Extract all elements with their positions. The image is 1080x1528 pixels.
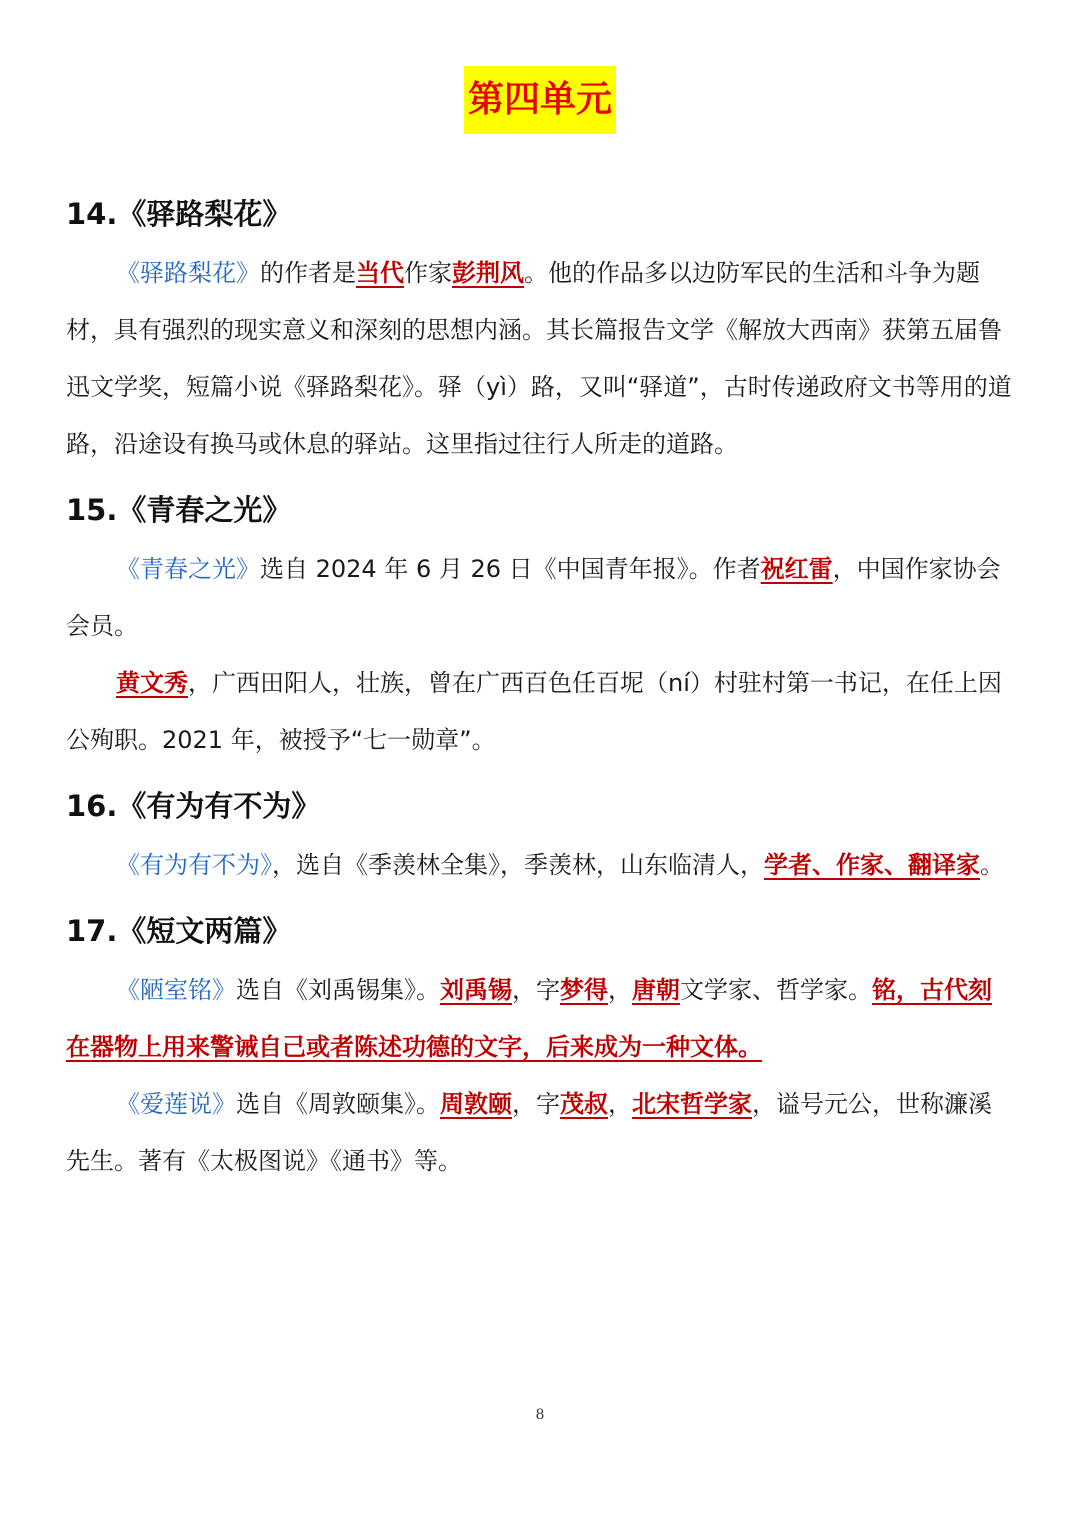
paragraph	[66, 655, 1014, 769]
book-title: 《驿路梨花》	[116, 259, 260, 287]
section-heading: 16.《有为有不为》	[66, 789, 321, 823]
section-17	[66, 900, 1014, 1190]
text: 选自《周敦颐集》。	[236, 1090, 440, 1118]
page-number: 8	[535, 1407, 545, 1423]
key-term: 彭荆风	[452, 259, 524, 287]
book-title: 《爱莲说》	[116, 1090, 236, 1118]
key-term: 刘禹锡	[440, 976, 512, 1004]
book-title: 《有为有不为》	[116, 851, 272, 879]
title-container	[0, 66, 1080, 134]
content-body	[66, 183, 1014, 1190]
section-heading: 15.《青春之光》	[66, 493, 292, 527]
text: ，中国作家协会会员。	[66, 555, 1001, 640]
key-term: 祝红雷	[760, 555, 833, 583]
section-16	[66, 775, 1014, 894]
key-term: 黄文秀	[116, 669, 188, 697]
key-term: 学者、作家、翻译家	[764, 851, 980, 879]
text: ，选自《季羡林全集》，季羡林，山东临清人，	[272, 851, 764, 879]
text: ，广西田阳人，壮族，曾在广西百色任百坭（ní）村驻村第一书记，在任上因公殉职。2021 年，被授予“七一勋章”。	[66, 669, 1002, 754]
paragraph	[66, 962, 1014, 1076]
text: 。他的作品多以边防军民的生活和斗争为题材，具有强烈的现实意义和深刻的思想内涵。其长篇报告文学《解放大西南》获第五届鲁迅文学奖，短篇小说《驿路梨花》。驿（yì）路，又叫“驿道”，古时传递政府文书等用的道路，沿途设有换马或休息的驿站。这里指过往行人所走的道路。	[66, 259, 1012, 458]
key-term: 铭，古代刻在器物上用来警诫自己或者陈述功德的文字，后来成为一种文体。	[66, 976, 992, 1061]
paragraph	[66, 541, 1014, 655]
unit-title: 第四单元	[464, 66, 616, 134]
section-14	[66, 183, 1014, 473]
text: 选自《刘禹锡集》。	[236, 976, 440, 1004]
text: 作家	[404, 259, 452, 287]
key-term: 当代	[356, 259, 404, 287]
text: 文学家、哲学家。	[680, 976, 872, 1004]
key-term: 唐朝	[632, 976, 680, 1004]
text: ，字	[512, 1090, 560, 1118]
section-15	[66, 479, 1014, 769]
section-heading: 17.《短文两篇》	[66, 914, 292, 948]
text: ，谥号元公，世称濂溪先生。著有《太极图说》《通书》等。	[66, 1090, 992, 1175]
text: 。	[980, 851, 1004, 879]
paragraph	[66, 245, 1014, 473]
text: ，	[608, 1090, 632, 1118]
key-term: 北宋哲学家	[632, 1090, 752, 1118]
paragraph	[66, 1076, 1014, 1190]
book-title: 《陋室铭》	[116, 976, 236, 1004]
paragraph	[66, 837, 1014, 894]
text: 选自 2024 年 6 月 26 日《中国青年报》。作者	[260, 555, 761, 583]
text: 的作者是	[260, 259, 356, 287]
key-term: 梦得	[560, 976, 608, 1004]
key-term: 周敦颐	[440, 1090, 512, 1118]
key-term: 茂叔	[560, 1090, 608, 1118]
section-heading: 14.《驿路梨花》	[66, 197, 292, 231]
text: ，	[608, 976, 632, 1004]
text: ，字	[512, 976, 560, 1004]
book-title: 《青春之光》	[116, 555, 260, 583]
